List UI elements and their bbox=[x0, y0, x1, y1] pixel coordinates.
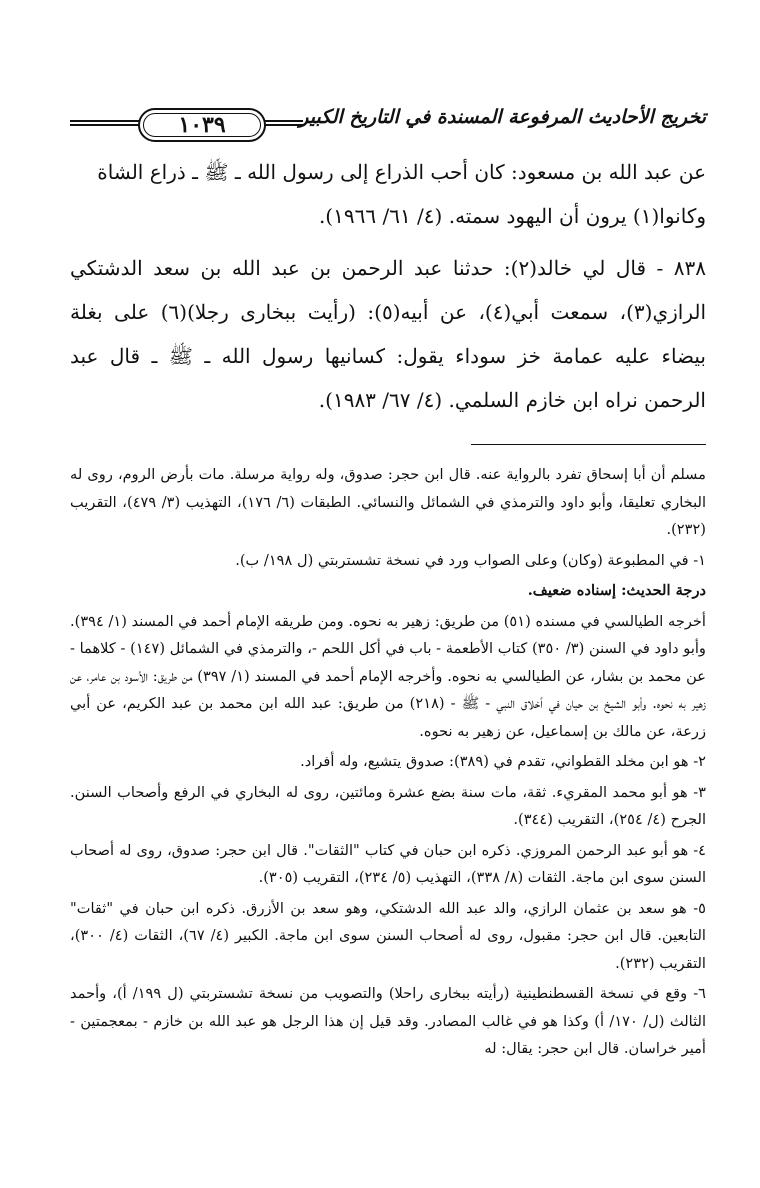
page-number: ١٠٣٩ bbox=[178, 112, 226, 138]
hadith-838: ٨٣٨ - قال لي خالد(٢): حدثنا عبد الرحمن بن عبد الله بن سعد الدشتكي الرازي(٣)، سمعت أبي(٤)، عن أبيه(٥): (رأيت ببخارى رجلا)(٦) على بغلة بيضاء عليه عمامة خز سوداء يقول: كسانيها رسول الله ـ ﷺ ـ قال عبد الرحمن نراه ابن خازم السلمي. (٤/ ٦٧/ ١٩٨٣). bbox=[70, 256, 706, 412]
footnote-2: ٢- هو ابن مخلد القطواني، تقدم في (٣٨٩): صدوق يتشيع، وله أفراد. bbox=[300, 753, 706, 770]
running-title: تخريج الأحاديث المرفوعة المسندة في التاريخ الكبير bbox=[299, 106, 706, 128]
hadith-line-1: عن عبد الله بن مسعود: كان أحب الذراع إلى رسول الله ـ ﷺ ـ ذراع الشاة bbox=[97, 160, 706, 184]
footnote-3: ٣- هو أبو محمد المقريء. ثقة، مات سنة بضع عشرة ومائتين، روى له البخاري في الرفع وأصحاب السنن. الجرح (٤/ ٢٥٤)، التقريب (٣٤٤). bbox=[70, 783, 706, 828]
main-text bbox=[70, 150, 706, 422]
hadith-grade: درجة الحديث: إسناده ضعيف. bbox=[527, 582, 706, 599]
footnote-1: ١- في المطبوعة (وكان) وعلى الصواب ورد في نسخة تشستربتي (ل ١٩٨/ ب). bbox=[235, 551, 706, 569]
footnote-5: ٥- هو سعد بن عثمان الرازي، والد عبد الله الدشتكي، وهو سعد بن الأزرق. ذكره ابن حبان في "ثقات" التابعين. قال ابن حجر: مقبول، روى له أصحاب السنن سوى ابن ماجة. الكبير (٤/ ٦٧)، الثقات (٤/ ٣٠٠)، التقريب (٢٣٢). bbox=[70, 899, 706, 972]
page-number-badge bbox=[138, 108, 266, 142]
footnote-6: ٦- وقع في نسخة القسطنطينية (رأيته ببخارى راحلا) والتصويب من نسخة تشستربتي (ل ١٩٩/ أ)، وأحمد الثالث (ل/ ١٧٠/ أ) وكذا هو في غالب المصادر. وقد قيل إن هذا الرجل هو عبد الله بن خازم - بمعجمتين - أمير خراسان. قال ابن حجر: يقال: له bbox=[70, 985, 706, 1057]
footnotes bbox=[70, 461, 706, 1063]
header-rule bbox=[70, 120, 140, 126]
takhrij: أخرجه الطيالسي في مسنده (٥١) من طريق: زهير به نحوه. ومن طريقه الإمام أحمد في المسند (١/ ٣٩٤). وأبو داود في السنن (٣/ ٣٥٠) كتاب الأطعمة - باب في أكل اللحم -، والترمذي في الشمائل (١٤٧) - كلاهما - عن محمد بن بشار، عن الطيالسي به نحوه. وأخرجه الإمام أحمد في المسند (١/ ٣٩٧) من طريق: الأسود بن عامر، عن زهير به نحوه. وأبو الشيخ بن حيان في أخلاق النبي - ﷺ - (٢١٨) من طريق: عبد الله ابن محمد بن عبد الكريم، عن أبي زرعة، عن مالك بن إسماعيل، عن زهير به نحوه. bbox=[70, 612, 707, 740]
footnote-4: ٤- هو أبو عبد الرحمن المروزي. ذكره ابن حبان في كتاب "الثقات". قال ابن حجر: صدوق، روى له أصحاب السنن سوى ابن ماجة. الثقات (٨/ ٣٣٨)، التهذيب (٥/ ٢٣٤)، التقريب (٣٠٥). bbox=[70, 841, 706, 886]
header-rule bbox=[265, 120, 303, 126]
footnote-divider bbox=[471, 444, 706, 445]
footnote-continuation: مسلم أن أبا إسحاق تفرد بالرواية عنه. قال ابن حجر: صدوق، وله رواية مرسلة. مات بأرض الروم، روى له البخاري تعليقا، وأبو داود والترمذي في الشمائل والنسائي. الطبقات (٦/ ١٧٦)، التهذيب (٣/ ٤٧٩)، التقريب (٢٣٢). bbox=[70, 466, 707, 538]
page bbox=[70, 100, 706, 1066]
page-header bbox=[70, 100, 706, 150]
hadith-line-2: وكانوا(١) يرون أن اليهود سمته. (٤/ ٦١/ ١٩٦٦). bbox=[318, 204, 706, 228]
